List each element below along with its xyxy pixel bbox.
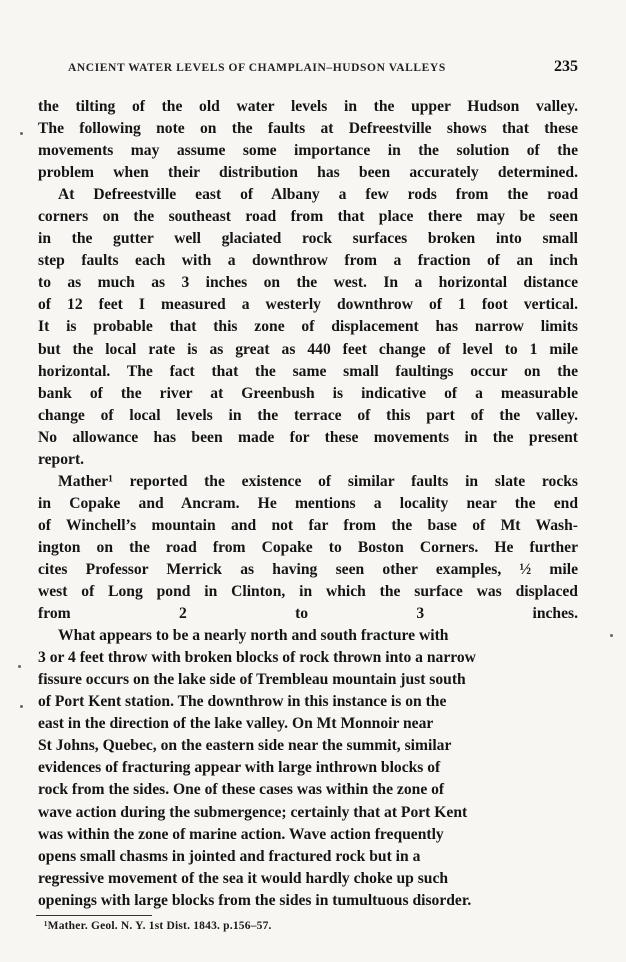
- text-line: west of Long pond in Clinton, in which the surface was displaced: [38, 583, 578, 601]
- scan-speck: [610, 634, 613, 637]
- page-header: [38, 58, 578, 80]
- text-line: in Copake and Ancram. He mentions a locality near the end: [38, 494, 578, 512]
- text-line: of Winchell’s mountain and not far from the base of Mt Wash-: [38, 516, 578, 534]
- text-line: St Johns, Quebec, on the eastern side near the summit, similar: [38, 737, 452, 755]
- text-line: rock from the sides. One of these cases was within the zone of: [38, 781, 445, 799]
- text-line: opens small chasms in jointed and fractured rock but in a: [38, 847, 421, 865]
- paragraph-4: [38, 625, 578, 912]
- text-line: fissure occurs on the lake side of Trembleau mountain just south: [38, 671, 466, 689]
- text-line: Mather¹ reported the existence of similar faults in slate rocks: [58, 472, 578, 490]
- text-line: east in the direction of the lake valley. On Mt Monnoir near: [38, 715, 434, 733]
- text-line: corners on the southeast road from that place there may be seen: [38, 208, 578, 226]
- text-line: evidences of fracturing appear with large inthrown blocks of: [38, 759, 441, 777]
- text-line: It is probable that this zone of displacement has narrow limits: [38, 318, 578, 336]
- text-line: in the gutter well glaciated rock surfaces broken into small: [38, 230, 578, 248]
- body-text: [38, 96, 578, 912]
- running-head: ANCIENT WATER LEVELS OF CHAMPLAIN–HUDSON VALLEYS: [68, 62, 446, 74]
- paragraph-1: [38, 96, 578, 184]
- scan-speck: [20, 705, 23, 708]
- text-line: horizontal. The fact that the same small faultings occur on the: [38, 362, 578, 380]
- footnote: ¹Mather. Geol. N. Y. 1st Dist. 1843. p.156–57.: [44, 920, 272, 932]
- text-line: but the local rate is as great as 440 feet change of level to 1 mile: [38, 340, 578, 358]
- text-line: to as much as 3 inches on the west. In a horizontal distance: [38, 274, 578, 292]
- text-line: problem when their distribution has been accurately determined.: [38, 164, 578, 182]
- text-line: of Port Kent station. The downthrow in this instance is on the: [38, 693, 447, 711]
- text-line: ington on the road from Copake to Boston Corners. He further: [38, 538, 578, 556]
- paragraph-3: [38, 471, 578, 625]
- paragraph-2: [38, 184, 578, 471]
- scan-speck: [18, 665, 21, 668]
- text-line: No allowance has been made for these movements in the present: [38, 428, 578, 446]
- text-line: 3 or 4 feet throw with broken blocks of rock thrown into a narrow: [38, 649, 476, 667]
- text-line: regressive movement of the sea it would hardly choke up such: [38, 869, 449, 887]
- text-line: was within the zone of marine action. Wave action frequently: [38, 825, 444, 843]
- text-line: of 12 feet I measured a westerly downthrow of 1 foot vertical.: [38, 296, 578, 314]
- text-line: openings with large blocks from the sides in tumultuous disorder.: [38, 891, 472, 909]
- footnote-divider: [36, 915, 152, 916]
- text-line: What appears to be a nearly north and south fracture with: [58, 627, 449, 645]
- text-line: the tilting of the old water levels in the upper Hudson valley.: [38, 98, 578, 115]
- text-line: bank of the river at Greenbush is indicative of a measurable: [38, 384, 578, 402]
- scan-speck: [20, 132, 23, 135]
- text-line: The following note on the faults at Defreestville shows that these: [38, 120, 578, 138]
- text-line: At Defreestville east of Albany a few rods from the road: [58, 186, 578, 204]
- text-line: from 2 to 3 inches.: [38, 605, 578, 623]
- page-number: 235: [554, 58, 578, 75]
- text-line: movements may assume some importance in the solution of the: [38, 142, 578, 160]
- text-line: cites Professor Merrick as having seen other examples, ½ mile: [38, 560, 578, 578]
- text-line: report.: [38, 450, 85, 468]
- text-line: step faults each with a downthrow from a fraction of an inch: [38, 252, 578, 270]
- text-line: change of local levels in the terrace of this part of the valley.: [38, 406, 578, 424]
- text-line: wave action during the submergence; certainly that at Port Kent: [38, 803, 468, 821]
